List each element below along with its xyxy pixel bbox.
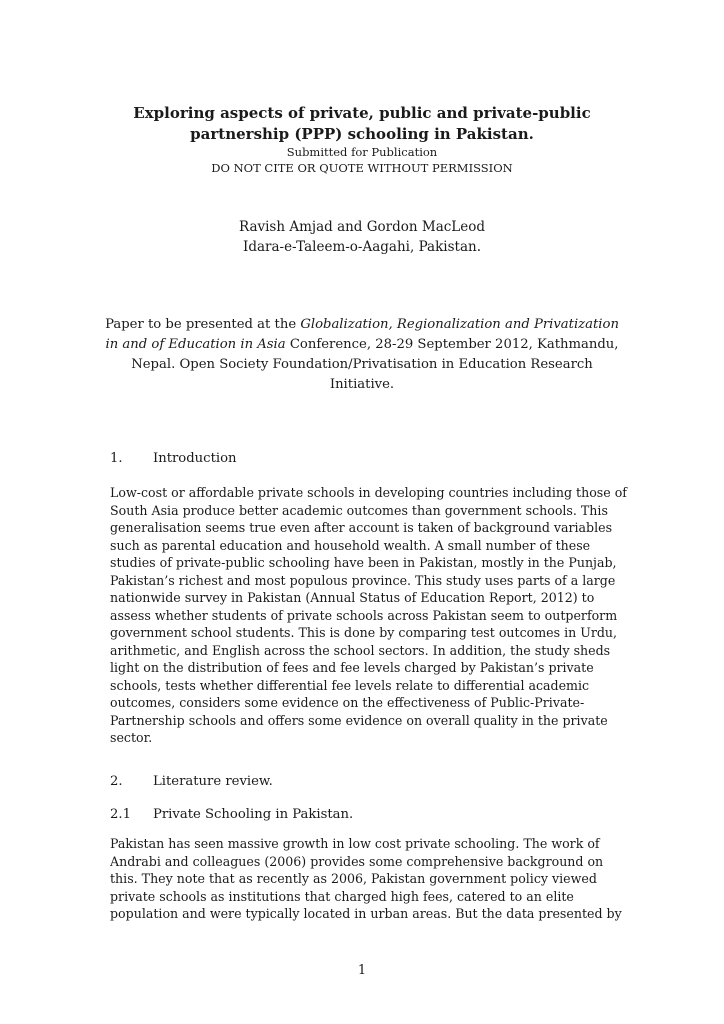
literature-paragraph: Pakistan has seen massive growth in low cost private schooling. The work of Andrabi and colleagues (2006) provides some comprehensive background on this. They note that as recently as 2006, Pakistan government policy viewed private schools as institutions that charged high fees, catered to an elite population and were typically located in urban areas. But the data presented by <box>110 836 622 921</box>
subsection-number: 2.1 <box>110 807 131 822</box>
section-heading-introduction <box>110 449 237 469</box>
section-title: Introduction <box>153 451 237 466</box>
section-number: 1. <box>110 451 123 466</box>
subsection-heading-private-schooling <box>110 805 353 825</box>
paper-title-line-1: Exploring aspects of private, public and private-public <box>133 104 591 122</box>
title-block <box>0 103 724 176</box>
citation-notice: DO NOT CITE OR QUOTE WITHOUT PERMISSION <box>211 160 513 175</box>
section-title: Literature review. <box>153 774 273 789</box>
presentation-note <box>100 315 624 395</box>
author-affiliation: Idara-e-Taleem-o-Aagahi, Pakistan. <box>242 239 481 255</box>
section-heading-literature-review <box>110 772 273 792</box>
author-names: Ravish Amjad and Gordon MacLeod <box>238 219 486 235</box>
page-number: 1 <box>357 963 367 978</box>
section-number: 2. <box>110 774 123 789</box>
paper-title-line-2: partnership (PPP) schooling in Pakistan. <box>190 125 534 143</box>
presentation-prefix: Paper to be presented at the <box>105 317 301 332</box>
submission-status: Submitted for Publication <box>286 145 438 159</box>
subsection-title: Private Schooling in Pakistan. <box>153 807 354 822</box>
conference-name: Globalization, Regionalization and Privatization in and of Education in Asia <box>105 317 619 352</box>
introduction-paragraph: Low-cost or affordable private schools in developing countries including those of South Asia produce better academic outcomes than government schools. This generalisation seems true even after account is taken of background variables such as parental education and household wealth. A small number of these studies of private-public schooling have been in Pakistan, mostly in the Punjab, Pakistan’s richest and most populous province. This study uses parts of a large nationwide survey in Pakistan (Annual Status of Education Report, 2012) to assess whether students of private schools across Pakistan seem to outperform government school students. This is done by comparing test outcomes in Urdu, arithmetic, and English across the school sectors. In addition, the study sheds light on the distribution of fees and fee levels charged by Pakistan’s private schools, tests whether differential fee levels relate to differential academic outcomes, considers some evidence on the effectiveness of Public-Private-Partnership schools and offers some evidence on overall quality in the private sector. <box>110 485 627 745</box>
author-block <box>0 217 724 257</box>
presentation-suffix: Conference, 28-29 September 2012, Kathmandu, Nepal. Open Society Foundation/Privatisation in Education Research Initiative. <box>131 337 619 392</box>
